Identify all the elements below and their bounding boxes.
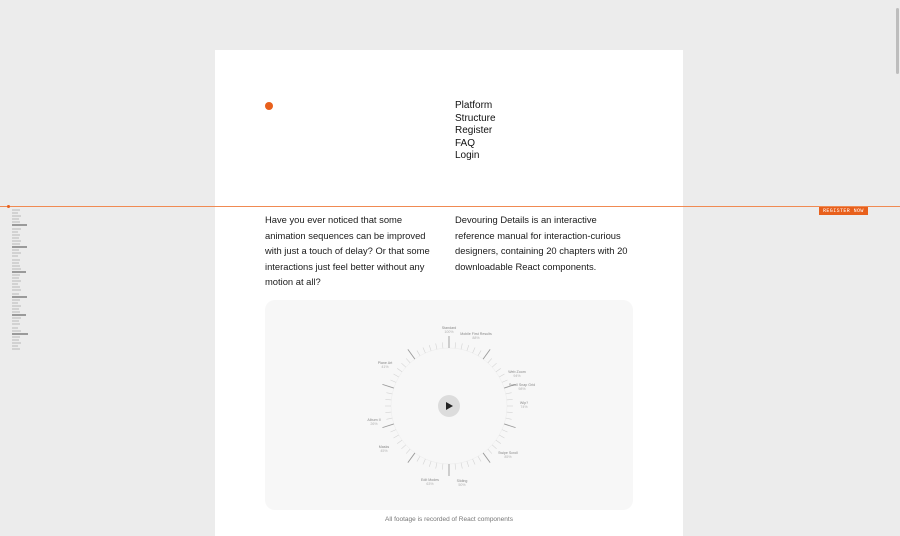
chapter-index-tick[interactable] (12, 246, 27, 248)
ring-tick (397, 440, 402, 444)
chapter-index-tick[interactable] (12, 286, 20, 288)
progress-marker (7, 205, 10, 208)
chapter-index-tick[interactable] (12, 311, 20, 313)
nav-item-structure[interactable]: Structure (455, 112, 496, 124)
chapter-index-tick[interactable] (12, 259, 20, 261)
chapter-index-tick[interactable] (12, 231, 18, 233)
brand-dot-icon[interactable] (265, 102, 273, 110)
ring-label (408, 478, 452, 487)
chapter-index-tick[interactable] (12, 218, 19, 220)
ring-label-value: 74% (520, 405, 528, 410)
ring-label-value: 41% (381, 365, 389, 370)
chapter-index-tick[interactable] (12, 209, 20, 211)
ring-label-value: 88% (472, 336, 480, 341)
ring-tick (442, 342, 443, 348)
chapter-index-tick[interactable] (12, 296, 27, 298)
main-nav (455, 100, 496, 163)
ring-tick (394, 374, 399, 377)
chapter-index-tick[interactable] (12, 293, 19, 295)
ring-tick (506, 393, 512, 394)
ring-tick (455, 342, 456, 348)
chapter-index-tick[interactable] (12, 274, 20, 276)
chapter-index-tick[interactable] (12, 280, 21, 282)
chapter-index-tick[interactable] (12, 215, 21, 217)
ring-tick (506, 418, 512, 419)
ring-label-name: Plane Art (377, 361, 393, 365)
nav-item-platform[interactable]: Platform (455, 100, 493, 111)
ring-label (502, 401, 546, 410)
ring-label-name: Mobile First Results (460, 332, 492, 336)
ring-tick (429, 461, 431, 467)
ring-label (352, 418, 396, 427)
chapter-index (12, 209, 28, 351)
ring-tick (429, 345, 431, 351)
chapter-index-tick[interactable] (12, 243, 20, 245)
chapter-index-tick[interactable] (12, 308, 19, 310)
chapter-index-tick[interactable] (12, 283, 18, 285)
ring-tick (385, 412, 391, 413)
chapter-index-tick[interactable] (12, 299, 20, 301)
chapter-index-tick[interactable] (12, 237, 19, 239)
ring-label-value: 94% (513, 374, 521, 379)
chapter-index-tick[interactable] (12, 330, 21, 332)
ring-label-name: Web Zoom (508, 370, 526, 374)
chapter-index-tick[interactable] (12, 265, 20, 267)
ring-tick (504, 424, 515, 428)
chapter-index-tick[interactable] (12, 289, 21, 291)
ring-tick (473, 459, 475, 464)
video-caption: All footage is recorded of React components (385, 516, 513, 523)
scrollbar[interactable] (894, 0, 900, 536)
chapter-index-tick[interactable] (12, 336, 20, 338)
chapter-index-tick[interactable] (12, 317, 21, 319)
ring-tick (408, 349, 415, 359)
ring-tick (507, 399, 513, 400)
ring-tick (499, 435, 504, 438)
chapter-index-tick[interactable] (12, 262, 19, 264)
ring-tick (467, 461, 469, 467)
ring-label-value: 63% (426, 482, 434, 487)
ring-tick (436, 343, 437, 349)
chapter-index-tick[interactable] (12, 221, 20, 223)
ring-tick (436, 463, 437, 469)
chapter-index-tick[interactable] (12, 234, 20, 236)
ring-label (454, 332, 498, 341)
ring-label-name: Edit Modes (421, 478, 439, 482)
ring-tick (461, 343, 462, 349)
ring-label (363, 361, 407, 370)
ring-tick (478, 351, 481, 356)
chapter-index-tick[interactable] (12, 255, 18, 257)
ring-label-value: 50% (458, 483, 466, 488)
chapter-index-tick[interactable] (12, 314, 26, 316)
ring-label-value: 85% (504, 455, 512, 460)
ring-tick (423, 348, 425, 353)
ring-label (500, 383, 544, 392)
chapter-index-tick[interactable] (12, 271, 26, 273)
ring-label (495, 370, 539, 379)
play-button[interactable] (438, 395, 460, 417)
ring-tick (455, 464, 456, 470)
chapter-index-tick[interactable] (12, 240, 21, 242)
ring-label (362, 445, 406, 454)
chapter-index-tick[interactable] (12, 305, 21, 307)
ring-label-value: 98% (518, 387, 526, 392)
intro-text-left: Have you ever noticed that some animation sequences can be improved with just a touch of delay? Or that some interactions just feel better without any motion at all? (265, 214, 430, 288)
ring-label-name: Sliding (456, 479, 468, 483)
ring-tick (386, 393, 392, 394)
ring-tick (492, 445, 496, 449)
ring-label-name: Swipe Scroll (498, 451, 518, 455)
ring-tick (417, 351, 420, 356)
play-icon (446, 402, 453, 410)
chapter-index-tick[interactable] (12, 277, 19, 279)
ring-label-value: 45% (380, 449, 388, 454)
ring-label-value: 100% (444, 330, 454, 335)
chapter-index-tick[interactable] (12, 323, 20, 325)
ring-tick (382, 384, 393, 388)
chapter-index-tick[interactable] (12, 224, 27, 226)
ring-tick (478, 456, 481, 461)
chapter-index-tick[interactable] (12, 249, 19, 251)
ring-label-value: 26% (370, 422, 378, 427)
chapter-index-tick[interactable] (12, 348, 20, 350)
chapter-index-tick[interactable] (12, 228, 21, 230)
intro-text-right: Devouring Details is an interactive reference manual for interaction-curious designers, containing 20 chapters with 20 downloadable React components. (455, 214, 628, 272)
nav-item-login[interactable]: Login (455, 150, 480, 161)
chapter-index-tick[interactable] (12, 268, 21, 270)
ring-tick (492, 363, 496, 367)
chapter-index-tick[interactable] (12, 302, 18, 304)
ring-tick (406, 449, 410, 453)
nav-item-faq[interactable]: FAQ (455, 137, 476, 149)
progress-line (0, 206, 900, 207)
chapter-index-tick[interactable] (12, 333, 28, 335)
ring-tick (442, 464, 443, 470)
ring-tick (423, 459, 425, 464)
ring-tick (496, 440, 501, 444)
chapter-index-tick[interactable] (12, 252, 21, 254)
ring-tick (467, 345, 469, 351)
nav-item-register[interactable]: Register (455, 125, 493, 136)
scrollbar-thumb[interactable] (896, 8, 899, 74)
ring-tick (391, 430, 396, 432)
ring-tick (473, 348, 475, 353)
register-now-button[interactable]: REGISTER NOW (819, 207, 868, 215)
ring-tick (483, 349, 490, 359)
ring-tick (461, 463, 462, 469)
ring-label (486, 451, 530, 460)
chapter-index-tick[interactable] (12, 342, 21, 344)
ring-tick (502, 430, 507, 432)
ring-tick (507, 412, 513, 413)
chapter-index-tick[interactable] (12, 320, 19, 322)
ring-label-name: Album II (367, 418, 381, 422)
chapter-index-tick[interactable] (12, 212, 18, 214)
ring-label-name: Standard (441, 326, 457, 330)
ring-tick (391, 380, 396, 382)
ring-label-name: Wip? (519, 401, 529, 405)
ring-label-name: Scroll Snap Grid (508, 383, 536, 387)
ring-tick (488, 358, 492, 362)
ring-tick (417, 456, 420, 461)
ring-tick (408, 453, 415, 463)
chapter-index-tick[interactable] (12, 339, 19, 341)
ring-label-name: Masks (378, 445, 390, 449)
chapter-index-tick[interactable] (12, 327, 18, 329)
chapter-index-tick[interactable] (12, 345, 18, 347)
ring-tick (394, 435, 399, 438)
ring-tick (385, 399, 391, 400)
